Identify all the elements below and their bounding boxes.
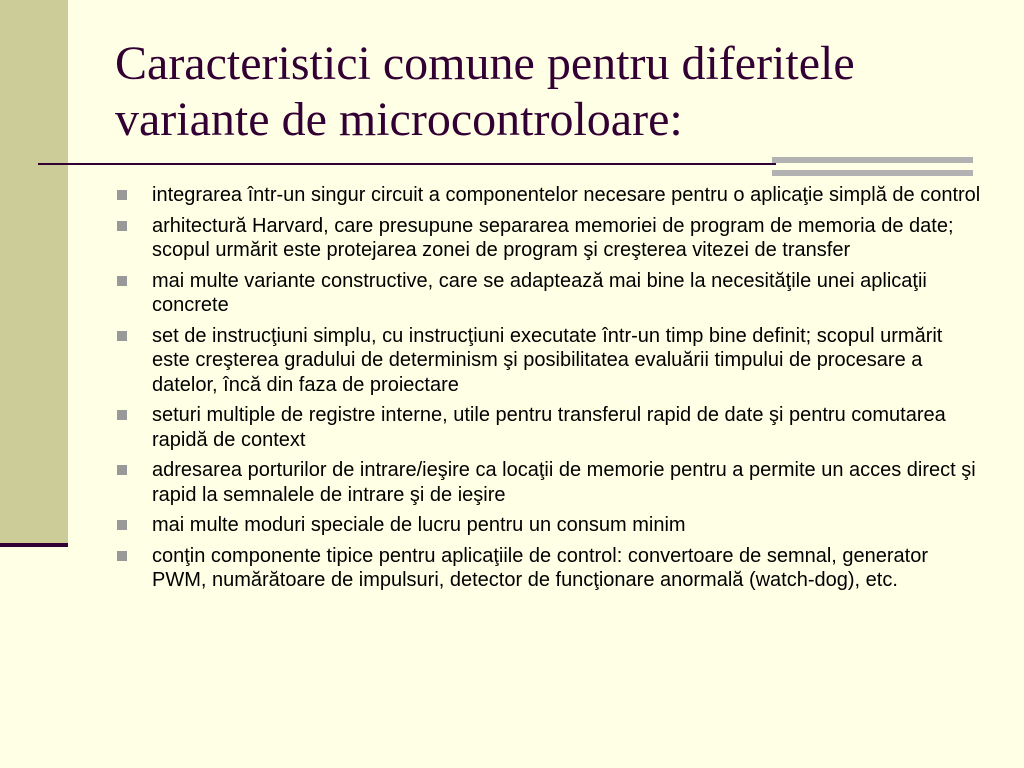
square-bullet-icon (117, 276, 127, 286)
list-item (115, 269, 985, 318)
bullet-text: integrarea într-un singur circuit a componentelor necesare pentru o aplicaţie simplă de control (152, 184, 981, 206)
decorative-gray-bar-top (772, 157, 973, 163)
list-item (115, 214, 985, 263)
slide-title (115, 36, 995, 148)
square-bullet-icon (117, 551, 127, 561)
square-bullet-icon (117, 410, 127, 420)
list-item (115, 458, 985, 507)
bullet-text: conţin componente tipice pentru aplicaţiile de control: convertoare de semnal, generator PWM, numărătoare de impulsuri, detector de funcţionare anormală (watch-dog), etc. (152, 544, 929, 591)
list-item (115, 513, 985, 538)
title-line-1: Caracteristici comune pentru diferitele (115, 37, 855, 90)
square-bullet-icon (117, 221, 127, 231)
title-divider (38, 163, 776, 165)
square-bullet-icon (117, 465, 127, 475)
title-line-2: variante de microcontroloare: (115, 93, 683, 146)
list-item (115, 183, 985, 208)
bullet-text: seturi multiple de registre interne, utile pentru transferul rapid de date şi pentru comutarea rapidă de context (152, 404, 946, 451)
decorative-gray-bar-bottom (772, 170, 973, 176)
bullet-text: adresarea porturilor de intrare/ieşire ca locaţii de memorie pentru a permite un acces direct şi rapid la semnalele de intrare şi de ieşire (152, 459, 976, 506)
left-accent-bar (0, 0, 68, 545)
left-accent-line (0, 543, 68, 547)
list-item (115, 324, 985, 398)
bullet-text: mai multe moduri speciale de lucru pentru un consum minim (152, 514, 686, 536)
square-bullet-icon (117, 520, 127, 530)
bullet-list (115, 183, 985, 599)
bullet-text: set de instrucţiuni simplu, cu instrucţiuni executate într-un timp bine definit; scopul urmărit este creşterea gradului de determinism şi posibilitatea evaluării timpului de procesare a datelor, încă din faza de proiectare (152, 324, 943, 396)
list-item (115, 544, 985, 593)
square-bullet-icon (117, 331, 127, 341)
list-item (115, 403, 985, 452)
square-bullet-icon (117, 190, 127, 200)
bullet-text: arhitectură Harvard, care presupune separarea memoriei de program de memoria de date; scopul urmărit este protejarea zonei de program şi creşterea vitezei de transfer (152, 214, 954, 261)
bullet-text: mai multe variante constructive, care se adaptează mai bine la necesităţile unei aplicaţii concrete (152, 269, 927, 316)
